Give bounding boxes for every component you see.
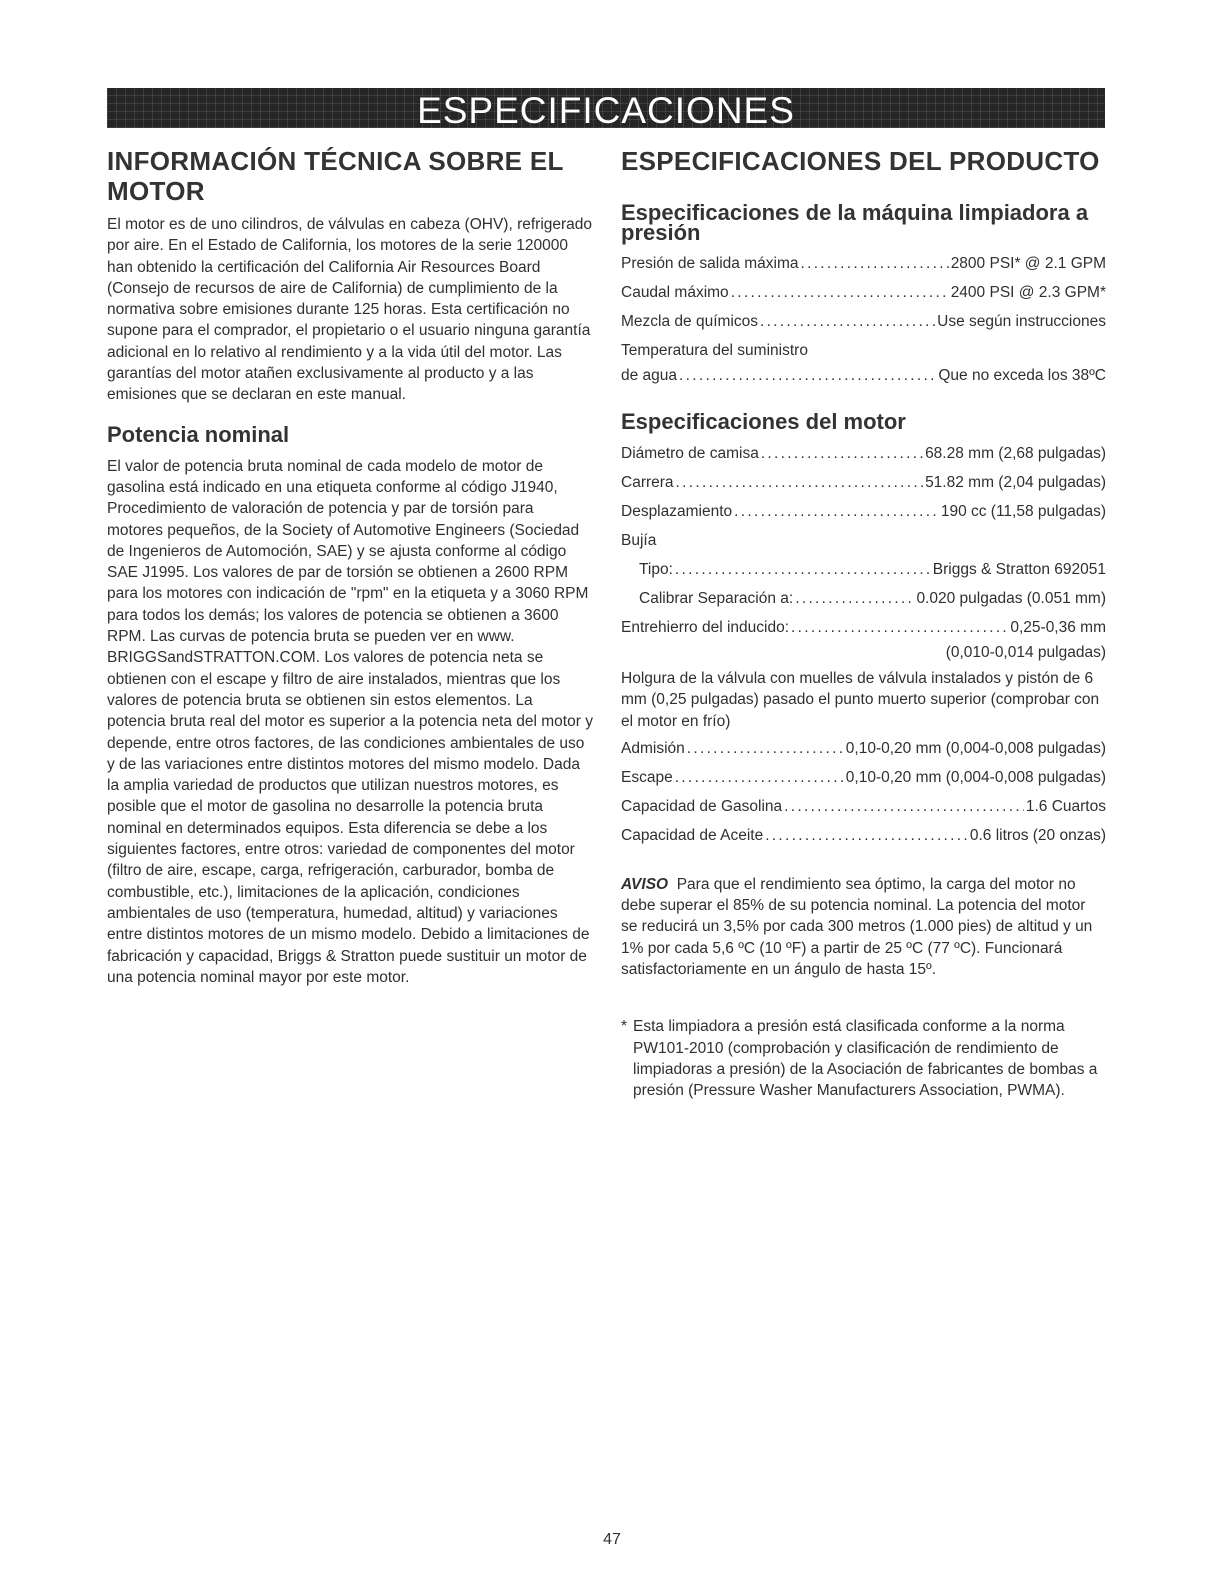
valve-clearance-text: Holgura de la válvula con muelles de válvula instalados y pistón de 6 mm (0,25 pulgadas) pasado el punto muerto superior (comprobar con el motor en frío) (621, 670, 1100, 730)
spec-label: Carrera (621, 474, 674, 491)
spec-label: Escape (621, 768, 673, 786)
leader-dots (731, 278, 949, 307)
spec-row (621, 497, 1106, 526)
engine-specs-heading: Especificaciones del motor (621, 409, 906, 434)
leader-dots (679, 365, 936, 387)
spec-row (621, 555, 1106, 584)
spec-label: Presión de salida máxima (621, 255, 799, 272)
footnote-text: Esta limpiadora a presión está clasificada conforme a la norma PW101-2010 (comprobación y clasificación de rendimiento de limpiadoras a presión) de la Asociación de fabricantes de bombas a presión (Pressure Washer Manufacturers Association, PWMA). (633, 1018, 1098, 1100)
leader-dots (675, 555, 931, 584)
footnote (621, 1016, 1106, 1101)
spec-label: Bujía (621, 532, 657, 549)
engine-info-text: El motor es de uno cilindros, de válvulas en cabeza (OHV), refrigerado por aire. En el Estado de California, los motores de la serie 120000 han obtenido la certificación del California Air Resources Board (Consejo de recursos de aire de California) de cumplimiento de la normativa sobre emisiones durante 125 horas. Esta certificación no supone para el comprador, el propietario o el usuario ninguna garantía adicional en lo relativo al rendimiento y a la vida útil del motor. Las garantías del motor atañen exclusivamente al producto y a las emisiones que se declaran en este manual. (107, 216, 593, 404)
leader-dots (784, 792, 1024, 821)
leader-dots (791, 613, 1008, 642)
right-column (621, 146, 1106, 1102)
spec-value: 0.6 litros (20 onzas) (969, 826, 1106, 844)
spec-value: (0,010-0,014 pulgadas) (945, 644, 1106, 661)
washer-specs-list (621, 249, 1106, 387)
spec-row (621, 249, 1106, 278)
spec-label: Tipo: (639, 561, 673, 578)
spec-label: Entrehierro del inducido: (621, 619, 790, 636)
spec-value: 1.6 Cuartos (1025, 797, 1106, 815)
spec-label: Admisión (621, 739, 685, 757)
spec-value: 190 cc (11,58 pulgadas) (940, 503, 1106, 520)
spec-value: Use según instrucciones (937, 313, 1106, 330)
notice-paragraph (621, 874, 1106, 980)
section-banner (107, 88, 1105, 131)
spec-label: Caudal máximo (621, 284, 729, 301)
spec-value: 0,10-0,20 mm (0,004-0,008 pulgadas) (845, 739, 1106, 757)
spec-value: 0,10-0,20 mm (0,004-0,008 pulgadas) (845, 768, 1106, 786)
spec-label: Calibrar Separación a: (639, 590, 794, 607)
notice-label: AVISO (621, 875, 669, 893)
leader-dots (760, 307, 935, 336)
spec-row (621, 821, 1106, 850)
spec-row (621, 365, 1106, 387)
footnote-mark: * (621, 1018, 628, 1036)
spec-label: de agua (621, 367, 678, 384)
engine-specs-list (621, 439, 1106, 850)
leader-dots (687, 734, 844, 763)
spec-row (621, 307, 1106, 336)
spec-value: Briggs & Stratton 692051 (932, 561, 1106, 578)
spec-value: Que no exceda los 38ºC (938, 367, 1106, 384)
spec-label: Capacidad de Aceite (621, 826, 764, 844)
spec-row (621, 613, 1106, 642)
notice-text: Para que el rendimiento sea óptimo, la carga del motor no debe superar el 85% de su potencia nominal. La potencia del motor se reducirá un 3,5% por cada 300 metros (1.000 pies) de altitud y un 1% por cada 5,6 ºC (10 ºF) a partir de 25 ºC (77 ºC). Funcionará satisfactoriamente en un ángulo de hasta 15º. (621, 875, 1093, 979)
leader-dots (675, 763, 844, 792)
spec-label: Capacidad de Gasolina (621, 797, 783, 815)
leader-dots (676, 468, 924, 497)
spec-row (621, 439, 1106, 468)
spec-row (621, 763, 1106, 792)
spec-label: Diámetro de camisa (621, 445, 759, 462)
power-rating-text: El valor de potencia bruta nominal de cada modelo de motor de gasolina está indicado en una etiqueta conforme al código J1940, Procedimiento de valoración de potencia y par de torsión para motores pequeños, de la Society of Automotive Engineers (Sociedad de Ingenieros de Automoción, SAE) y se ajusta conforme al código SAE J1995. Los valores de par de torsión se obtienen a 2600 RPM para los motores con indicación de "rpm" en la etiqueta y a 3060 RPM para todos los demás; los valores de potencia se obtienen a 3600 RPM. Las curvas de potencia bruta se pueden ver en www. BRIGGSandSTRATTON.COM. Los valores de potencia neta se obtienen con el escape y filtro de aire instalados, mientras que los valores de potencia bruta se obtienen sin estos elementos. La potencia bruta real del motor es superior a la potencia neta del motor y depende, entre otros factores, de las condiciones ambientales de uso y de las variaciones entre distintos motores del mismo modelo. Dada la amplia variedad de productos que utilizan nuestros motores, es posible que el motor de gasolina no desarrolle la potencia bruta nominal en determinados equipos. Esta diferencia se debe a los siguientes factores, entre otros: variedad de componentes del motor (filtro de aire, escape, carga, refrigeración, carburador, bomba de combustible, etc.), limitaciones de la aplicación, condiciones ambientales de uso (temperatura, humedad, altitud) y variaciones entre distintos motores de un mismo modelo. Debido a limitaciones de fabricación y capacidad, Briggs & Stratton puede sustituir un motor de una potencia nominal mayor por este motor. (107, 457, 593, 986)
spec-value: 0,25-0,36 mm (1010, 619, 1106, 636)
spec-row (621, 278, 1106, 307)
banner-title: ESPECIFICACIONES (417, 89, 795, 131)
left-column (107, 146, 593, 988)
spec-label: Mezcla de químicos (621, 313, 758, 330)
spec-row (621, 792, 1106, 821)
spec-value: 2400 PSI @ 2.3 GPM* (950, 284, 1106, 301)
page-number: 47 (603, 1531, 621, 1548)
power-rating-heading: Potencia nominal (107, 421, 290, 447)
spec-row (621, 468, 1106, 497)
spec-row (621, 584, 1106, 613)
leader-dots (734, 497, 939, 526)
leader-dots (800, 249, 948, 278)
spec-label: Desplazamiento (621, 503, 733, 520)
spec-value: 2800 PSI* @ 2.1 GPM (950, 255, 1106, 272)
spec-value: 51.82 mm (2,04 pulgadas) (925, 474, 1106, 491)
product-specs-heading: ESPECIFICACIONES DEL PRODUCTO (621, 146, 1100, 176)
spec-row (621, 734, 1106, 763)
spec-value: 68.28 mm (2,68 pulgadas) (925, 445, 1106, 462)
leader-dots (765, 821, 968, 850)
washer-specs-heading: Especificaciones de la máquina limpiadora a presión (621, 200, 1089, 245)
spec-label: Temperatura del suministro (621, 342, 808, 359)
spec-value: 0.020 pulgadas (0.051 mm) (916, 590, 1106, 607)
leader-dots (761, 439, 923, 468)
leader-dots (795, 584, 914, 613)
engine-info-heading: INFORMACIÓN TÉCNICA SOBRE EL MOTOR (107, 146, 564, 206)
